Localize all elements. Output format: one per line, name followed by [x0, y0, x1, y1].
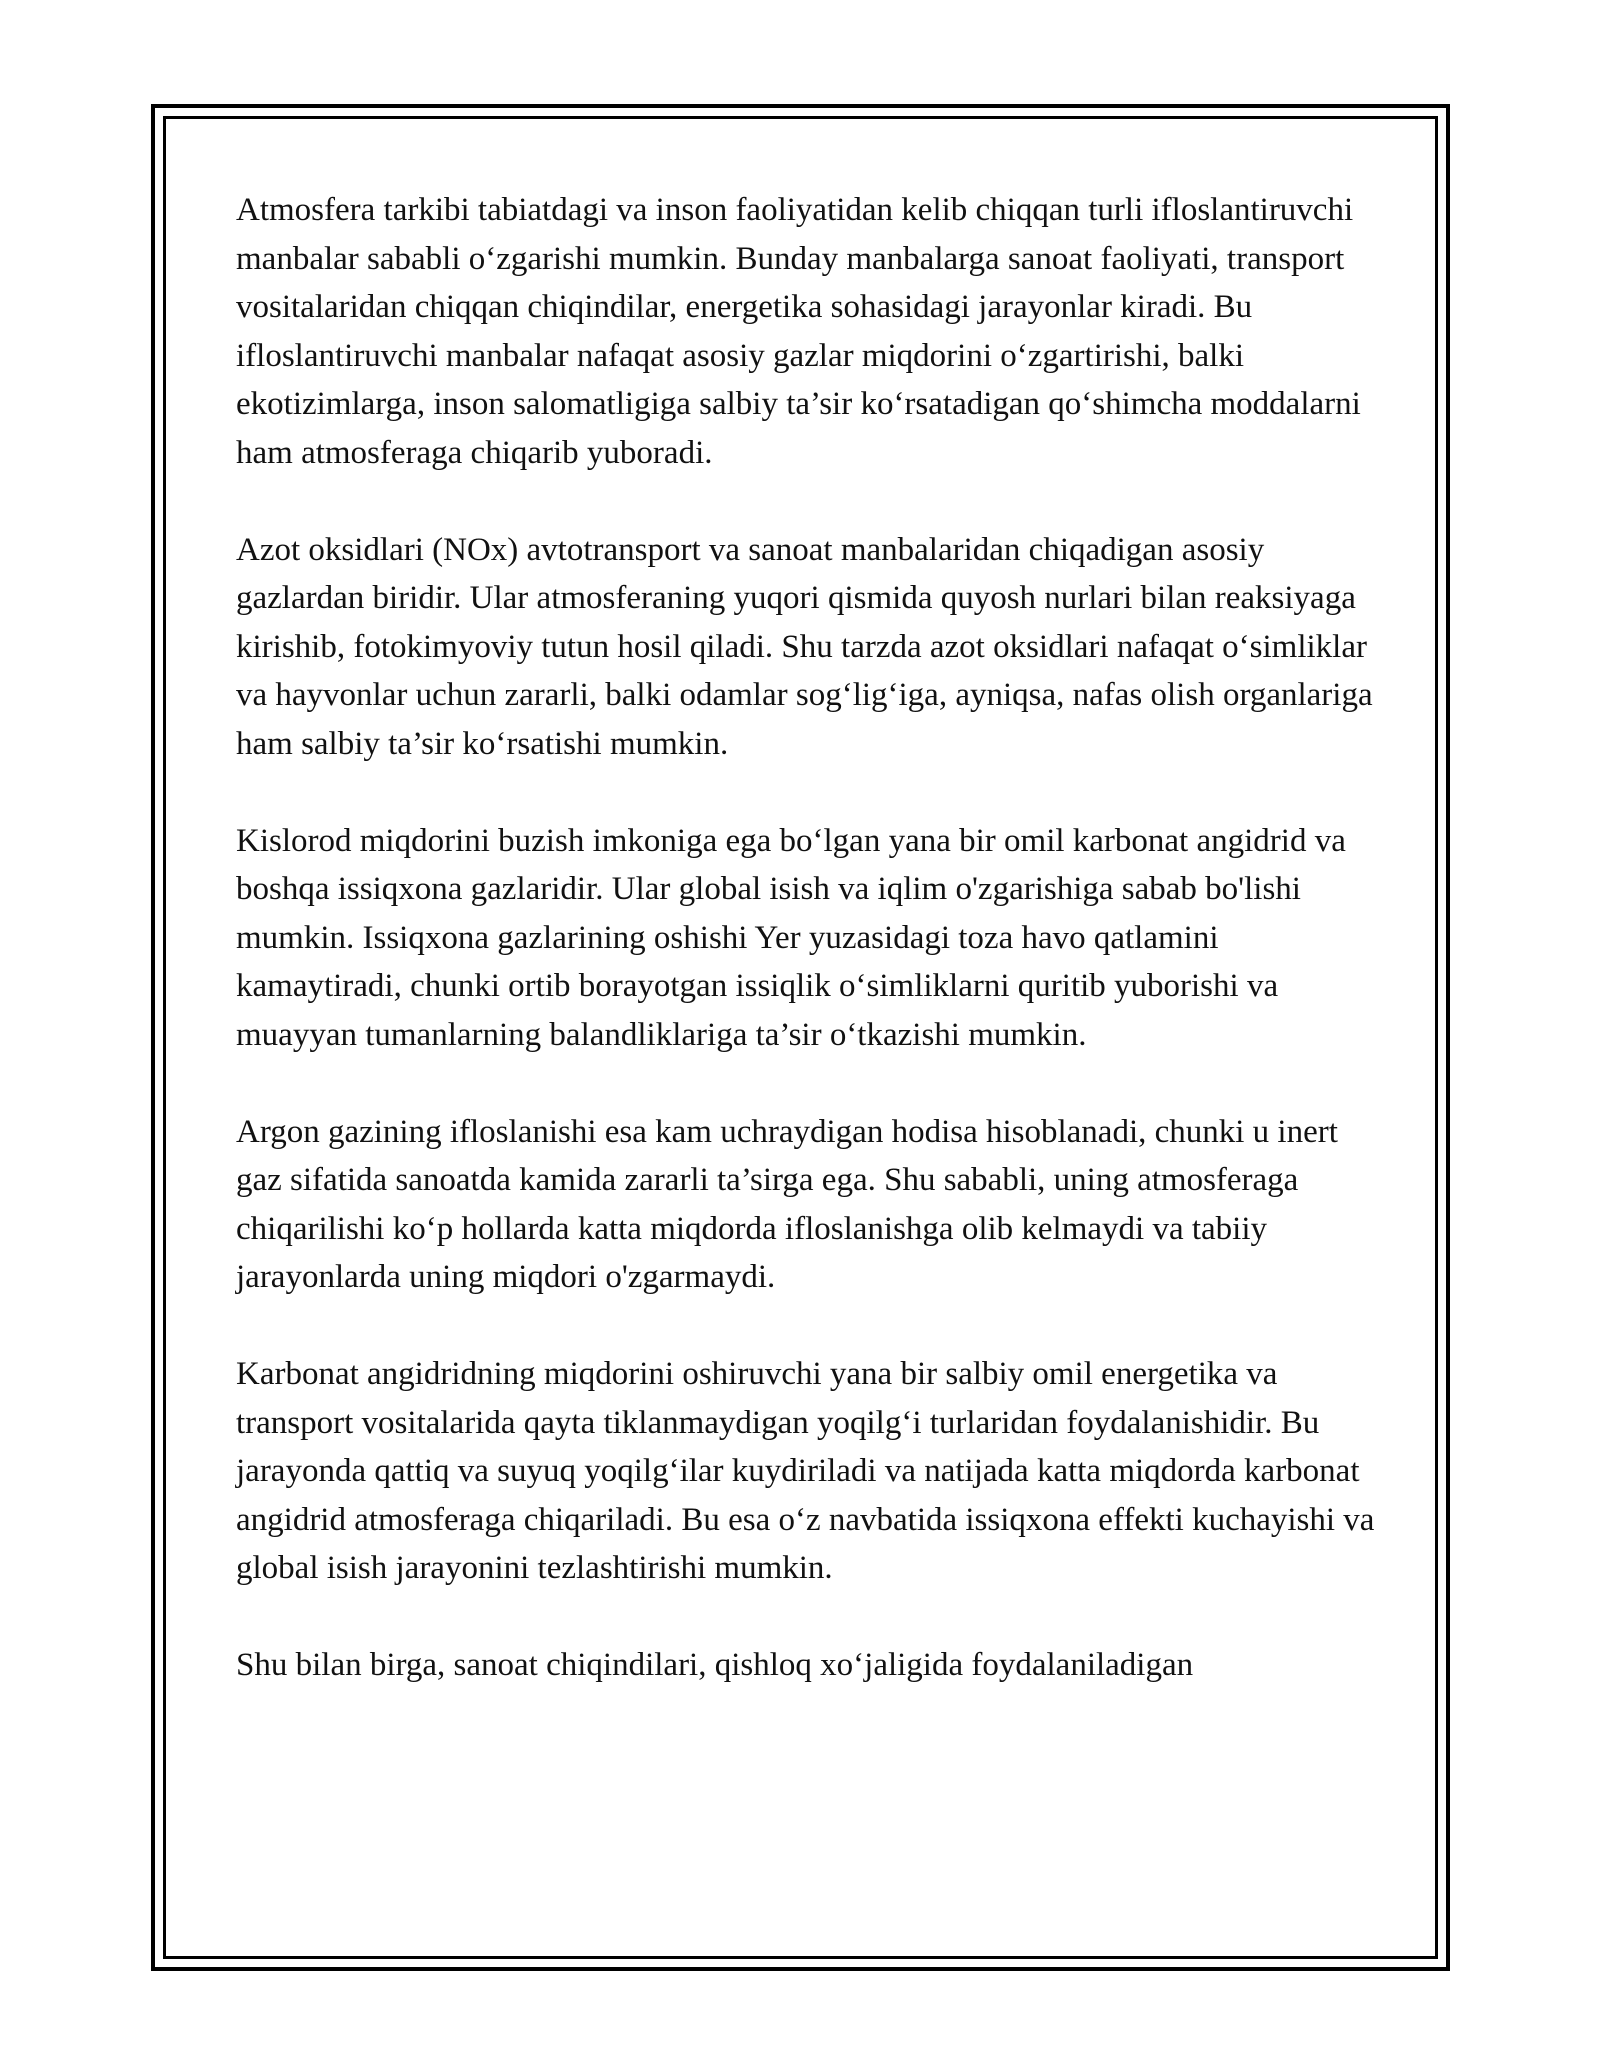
- paragraph-3: Kislorod miqdorini buzish imkoniga ega bo‘lgan yana bir omil karbonat angidrid va boshqa issiqxona gazlaridir. Ular global isish va iqlim o'zgarishiga sabab bo'lishi mumkin. Issiqxona gazlarining oshishi Yer yuzasidagi toza havo qatlamini kamaytiradi, chunki ortib borayotgan issiqlik o‘simliklarni quritib yuborishi va muayyan tumanlarning balandliklariga ta’sir o‘tkazishi mumkin.: [236, 822, 1346, 1053]
- paragraph-5: Karbonat angidridning miqdorini oshiruvchi yana bir salbiy omil energetika va transport vositalarida qayta tiklanmaydigan yoqilg‘i turlaridan foydalanishidir. Bu jarayonda qattiq va suyuq yoqilg‘ilar kuydiriladi va natijada katta miqdorda karbonat angidrid atmosferaga chiqariladi. Bu esa o‘z navbatida issiqxona effekti kuchayishi va global isish jarayonini tezlashtirishi mumkin.: [236, 1356, 1375, 1586]
- paragraph-6: Shu bilan birga, sanoat chiqindilari, qishloq xo‘jaligida foydalaniladigan: [236, 1647, 1194, 1683]
- document-body: [236, 186, 1376, 1738]
- paragraph-1: Atmosfera tarkibi tabiatdagi va inson faoliyatidan kelib chiqqan turli ifloslantiruvchi manbalar sababli o‘zgarishi mumkin. Bunday manbalarga sanoat faoliyati, transport vositalaridan chiqqan chiqindilar, energetika sohasidagi jarayonlar kiradi. Bu ifloslantiruvchi manbalar nafaqat asosiy gazlar miqdorini o‘zgartirishi, balki ekotizimlarga, inson salomatligiga salbiy ta’sir ko‘rsatadigan qo‘shimcha moddalarni ham atmosferaga chiqarib yuboradi.: [236, 192, 1361, 471]
- paragraph-2: Azot oksidlari (NOx) avtotransport va sanoat manbalaridan chiqadigan asosiy gazlardan biridir. Ular atmosferaning yuqori qismida quyosh nurlari bilan reaksiyaga kirishib, fotokimyoviy tutun hosil qiladi. Shu tarzda azot oksidlari nafaqat o‘simliklar va hayvonlar uchun zararli, balki odamlar sog‘lig‘iga, ayniqsa, nafas olish organlariga ham salbiy ta’sir ko‘rsatishi mumkin.: [236, 531, 1373, 762]
- paragraph-4: Argon gazining ifloslanishi esa kam uchraydigan hodisa hisoblanadi, chunki u inert gaz sifatida sanoatda kamida zararli ta’sirga ega. Shu sababli, uning atmosferaga chiqarilishi ko‘p hollarda katta miqdorda ifloslanishga olib kelmaydi va tabiiy jarayonlarda uning miqdori o'zgarmaydi.: [236, 1113, 1338, 1295]
